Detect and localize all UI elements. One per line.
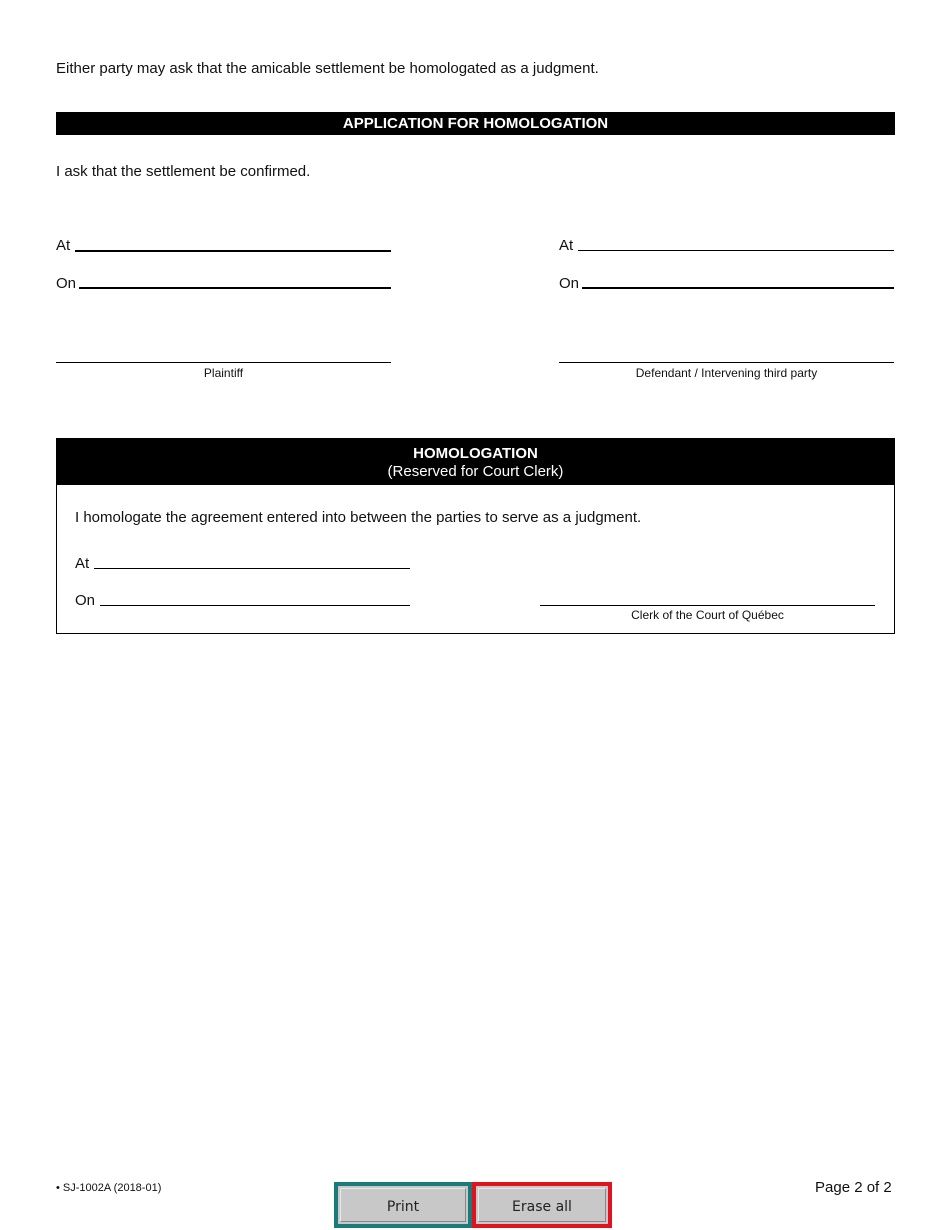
clerk-signature-line[interactable] [540,605,875,606]
homologation-at-label: At [75,555,90,572]
clerk-label: Clerk of the Court of Québec [631,608,784,622]
homologation-header [57,439,894,485]
homologation-at-field[interactable] [94,568,410,569]
page-indicator: Page 2 of 2 [815,1179,892,1196]
homologation-on-label: On [75,592,96,609]
right-at-field[interactable] [578,250,894,251]
right-on-field[interactable] [582,287,894,289]
homologation-box [56,438,895,634]
homologation-statement: I homologate the agreement entered into between the parties to serve as a judgment. [75,509,642,526]
defendant-signature-line[interactable] [559,362,894,363]
defendant-label: Defendant / Intervening third party [635,366,818,380]
erase-all-button[interactable] [472,1182,612,1228]
request-text: I ask that the settlement be confirmed. [56,163,311,180]
intro-text: Either party may ask that the amicable settlement be homologated as a judgment. [56,60,599,77]
print-button[interactable] [334,1182,472,1228]
plaintiff-signature-line[interactable] [56,362,391,363]
form-code: • SJ-1002A (2018-01) [56,1182,162,1194]
right-at-label: At [559,237,574,254]
left-on-label: On [56,275,77,292]
homologation-title: HOMOLOGATION [413,445,538,462]
homologation-subtitle: (Reserved for Court Clerk) [387,463,564,480]
left-at-label: At [56,237,71,254]
right-on-label: On [559,275,580,292]
left-at-field[interactable] [75,250,391,252]
application-header: APPLICATION FOR HOMOLOGATION [56,112,895,135]
plaintiff-label: Plaintiff [203,366,244,380]
homologation-on-field[interactable] [100,605,410,606]
left-on-field[interactable] [79,287,391,289]
erase-all-button-label: Erase all [512,1199,572,1215]
print-button-label: Print [386,1199,420,1215]
